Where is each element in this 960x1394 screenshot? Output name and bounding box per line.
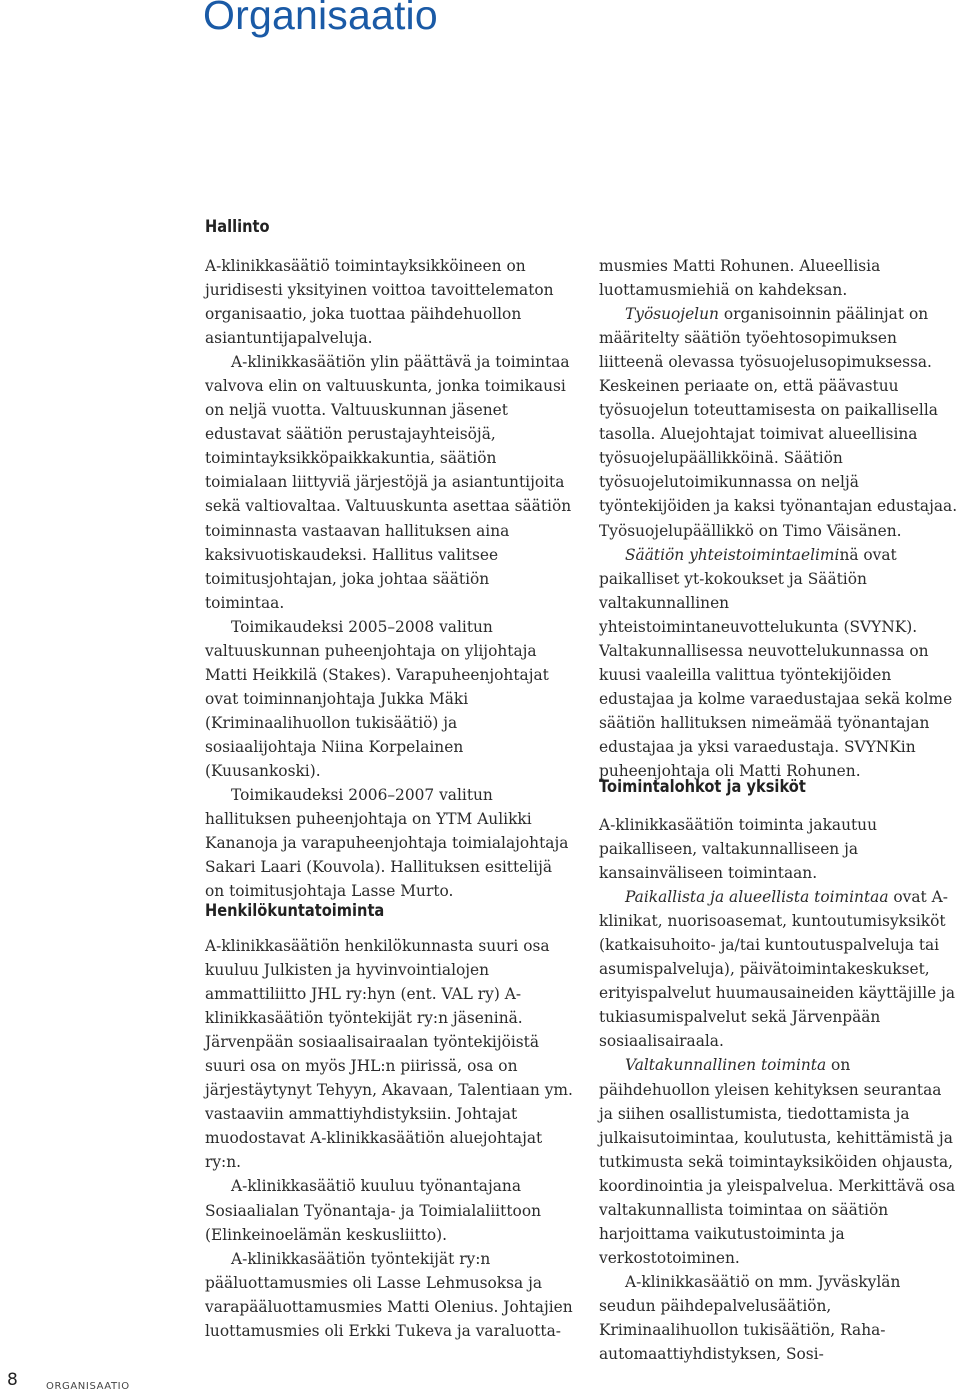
henkilokunta-paragraph-4: Työsuojelun organisoinnin päälinjat on määritelty säätiön työehtosopimuksen liitteenä olevassa työsuojelusopimuksessa. Keskeinen periaate on, että päävastuu työsuojelun toteuttamisesta on paikallisella tasolla. Aluejohtajat toimivat alueellisina työsuojelupäällikköinä. Säätiön työsuojelutoimikunnassa on neljä työntekijöiden ja kaksi työnantajan edustajaa. Työsuojelupäällikkö on Timo Väisänen. [599,305,958,540]
page-title: Organisaatio [203,0,438,38]
hallinto-paragraph-1: A-klinikkasäätiö toimintayksikköineen on juridisesti yksityinen voittoa tavoittelematon organisaatio, joka tuottaa päihdehuollon asiantuntijapalveluja. [205,257,554,348]
henkilokunta-paragraph-5: Säätiön yhteistoimintaeliminä ovat paikalliset yt-kokoukset ja Säätiön valtakunnallinen yhteistoimintaneuvottelukunta (SVYNK). Valtakunnallisessa neuvottelukunnassa on kuusi vaaleilla valittua työntekijöiden edustajaa ja kolme varaedustajaa sekä kolme säätiön hallituksen nimeämää työnantajan edustajaa ja yksi varaedustaja. SVYNKin puheenjohtaja oli Matti Rohunen. [599,545,953,780]
toimintalohkot-paragraph-1: A-klinikkasäätiön toiminta jakautuu paikalliseen, valtakunnalliseen ja kansainväliseen toimintaan. [599,816,878,883]
henkilokunta-continued [599,254,960,783]
valtakunnallinen-toiminta-emphasis: Valtakunnallinen toiminta [625,1056,827,1075]
henkilokunta-body [205,934,573,1343]
toimintalohkot-body [599,813,960,1366]
toimintalohkot-paragraph-2: Paikallista ja alueellista toimintaa ovat A-klinikat, nuorisoasemat, kuntoutumisyksiköt (katkaisuhoito- ja/tai kuntoutuspalveluja tai asumispalveluja), päivätoimintakeskukset, erityispalvelut huumausaineiden käyttäjille ja tukiasumispalvelut sekä Järvenpään sosiaalisairaala. [599,888,956,1051]
hallinto-body [205,254,573,903]
henkilokunta-paragraph-2: A-klinikkasäätiö kuuluu työnantajana Sosiaalialan Työnantaja- ja Toimialaliittoon (Elinkeinoelämän keskusliitto). [205,1177,542,1244]
section-heading-toimintalohkot: Toimintalohkot ja yksiköt [599,777,806,797]
page-number: 8 [7,1370,18,1390]
hallinto-paragraph-2: A-klinikkasäätiön ylin päättävä ja toimintaa valvova elin on valtuuskunta, jonka toimikausi on neljä vuotta. Valtuuskunnan jäsenet edustavat säätiön perustajayhteisöjä, toimintayksikköpaikkakuntia, säätiön toimialaan liittyviä järjestöjä ja asiantuntijoita sekä valtiovaltaa. Valtuuskunta asettaa säätiön toiminnasta vastaavan hallituksen aina kaksivuotiskaudeksi. Hallitus valitsee toimitusjohtajan, joka johtaa säätiön toimintaa. [205,353,572,612]
hallinto-paragraph-4: Toimikaudeksi 2006–2007 valitun hallituksen puheenjohtaja on YTM Aulikki Kananoja ja varapuheenjohtaja toimialajohtaja Sakari Laari (Kouvola). Hallituksen esittelijä on toimitusjohtaja Lasse Murto. [205,786,569,901]
toimintalohkot-paragraph-3: Valtakunnallinen toiminta on päihdehuollon yleisen kehityksen seurantaa ja siihen osallistumista, tiedottamista ja julkaisutoimintaa, koulutusta, kehittämistä ja tutkimusta sekä toimintayksiköiden ohjausta, koordinointia ja yleispalvelua. Merkittävä osa valtakunnallista toimintaa on säätiön harjoittama vaikutustoiminta ja verkostotoiminen. [599,1056,956,1267]
footer-section-label: ORGANISAATIO [46,1381,130,1392]
paikallinen-toiminta-emphasis: Paikallista ja alueellista toimintaa [625,888,889,907]
section-heading-hallinto: Hallinto [205,217,270,237]
tyosuojelu-emphasis: Työsuojelun [625,305,719,324]
section-heading-henkilokuntatoiminta: Henkilökuntatoiminta [205,901,385,921]
henkilokunta-paragraph-3-continued: musmies Matti Rohunen. Alueellisia luottamusmiehiä on kahdeksan. [599,257,881,300]
toimintalohkot-paragraph-4: A-klinikkasäätiö on mm. Jyväskylän seudun päihdepalvelusäätiön, Kriminaalihuollon tukisäätiön, Raha-automaattiyhdistyksen, Sosi- [599,1272,901,1364]
hallinto-paragraph-3: Toimikaudeksi 2005–2008 valitun valtuuskunnan puheenjohtaja on ylijohtaja Matti Heikkilä (Stakes). Varapuheenjohtajat ovat toiminnanjohtaja Jukka Mäki (Kriminaalihuollon tukisäätiö) ja sosiaalijohtaja Niina Korpelainen (Kuusankoski). [205,617,549,780]
henkilokunta-paragraph-3: A-klinikkasäätiön työntekijät ry:n pääluottamusmies oli Lasse Lehmusoksa ja varapääluottamusmies Matti Olenius. Johtajien luottamusmies oli Erkki Tukeva ja varaluotta- [205,1249,573,1340]
henkilokunta-paragraph-1: A-klinikkasäätiön henkilökunnasta suuri osa kuuluu Julkisten ja hyvinvointialojen ammattiliitto JHL ry:hyn (ent. VAL ry) A-klinikkasäätiön työntekijät ry:n jäseninä. Järvenpään sosiaalisairaalan työntekijöistä suuri osa on myös JHL:n piirissä, osa on järjestäytynyt Tehyyn, Akavaan, Talentiaan ym. vastaaviin ammattiyhdistyksiin. Johtajat muodostavat A-klinikkasäätiön aluejohtajat ry:n. [205,937,573,1172]
yhteistoimintaelin-emphasis: Säätiön yhteistoimintaelimi [625,545,840,564]
